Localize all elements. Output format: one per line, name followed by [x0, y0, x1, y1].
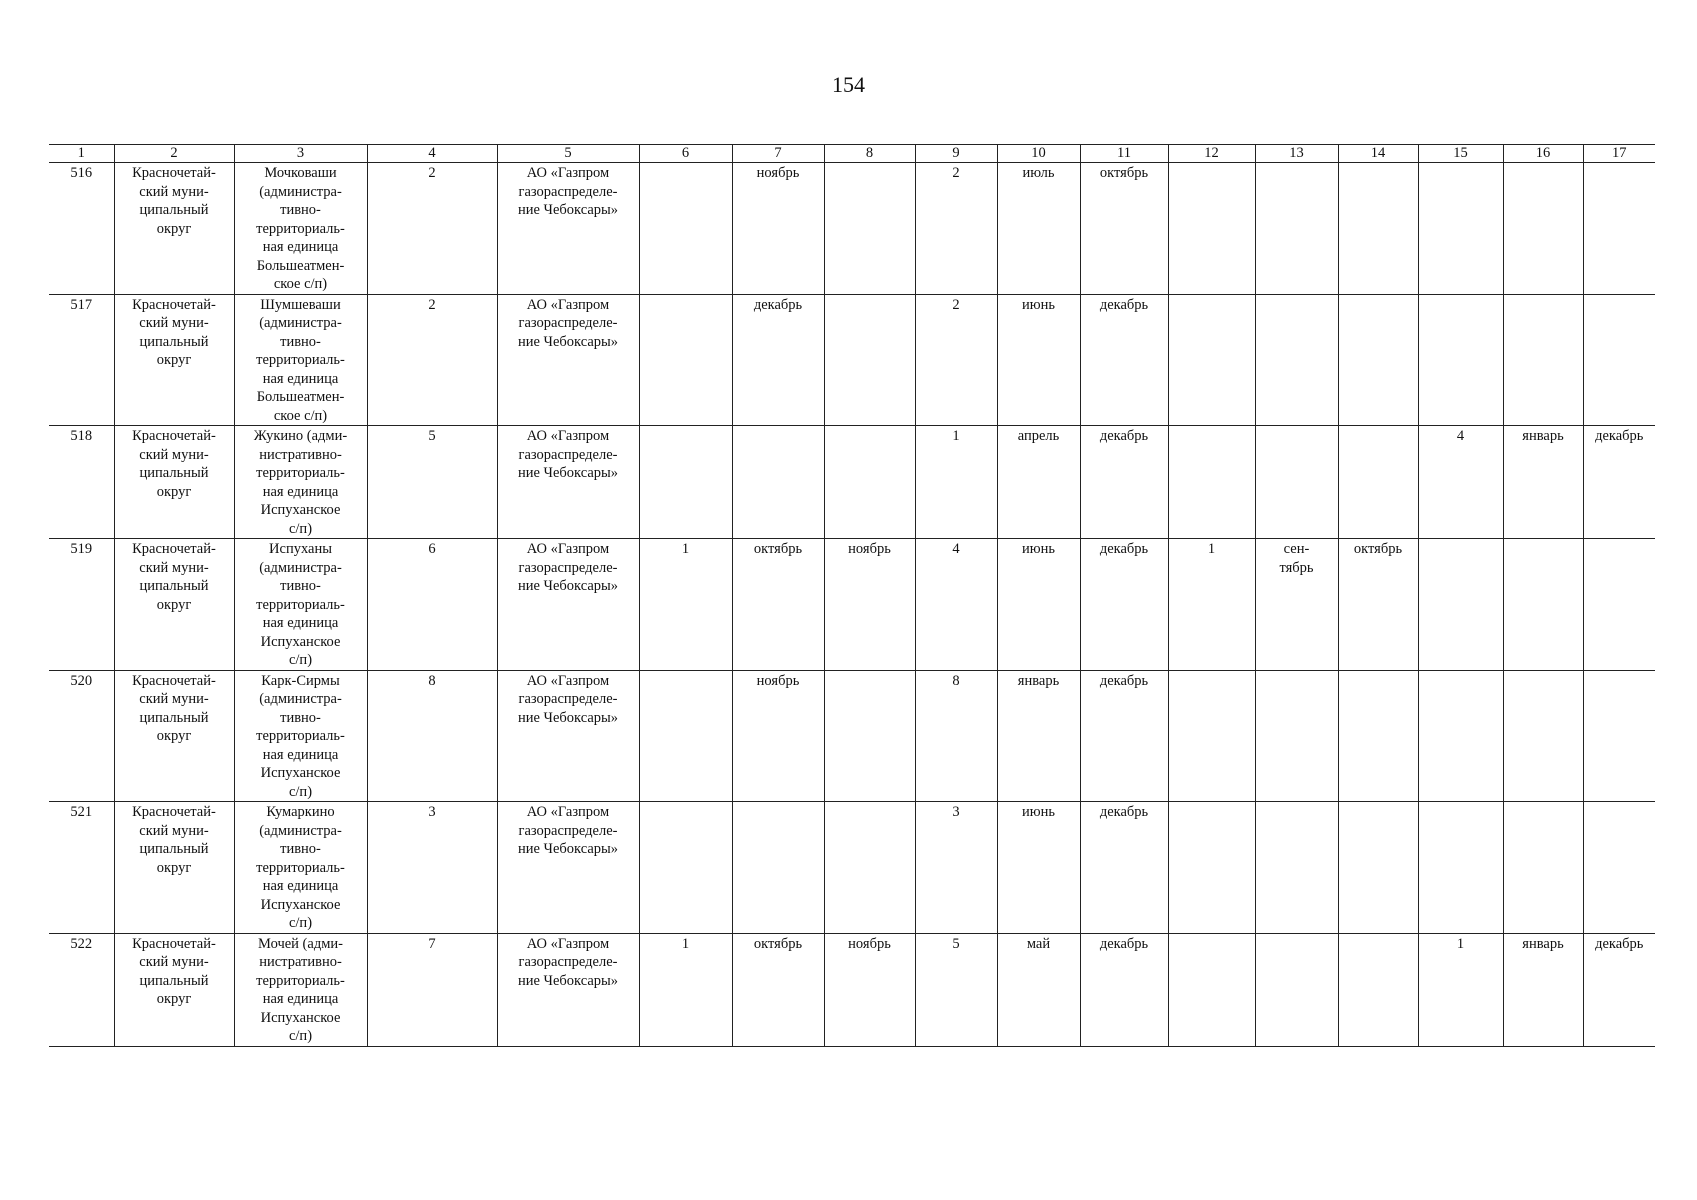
table-cell: [1168, 933, 1255, 1046]
table-cell: [639, 670, 732, 802]
column-header: 7: [732, 145, 824, 163]
table-row: [49, 426, 1655, 539]
table-cell: [824, 426, 915, 539]
table-cell: декабрь: [1080, 539, 1168, 671]
table-cell: Красночетай- ский муни- ципальный округ: [114, 670, 234, 802]
table-cell: [639, 294, 732, 426]
table-cell: декабрь: [1080, 933, 1168, 1046]
table-cell: Испуханы (администра- тивно- территориаль- ная единица Испуханское с/п): [234, 539, 367, 671]
table-cell: 8: [915, 670, 997, 802]
table-cell: 1: [915, 426, 997, 539]
table-cell: [824, 802, 915, 934]
table-cell: [1583, 802, 1655, 934]
column-header: 8: [824, 145, 915, 163]
table-cell: январь: [997, 670, 1080, 802]
table-row: [49, 294, 1655, 426]
table-cell: [1583, 163, 1655, 295]
header-row: [49, 145, 1655, 163]
table-cell: [1338, 802, 1418, 934]
table-cell: 1: [639, 933, 732, 1046]
table-cell: АО «Газпром газораспределе- ние Чебоксары»: [497, 802, 639, 934]
table-cell: [1418, 294, 1503, 426]
table-cell: [824, 294, 915, 426]
table-cell: 519: [49, 539, 114, 671]
table-row: [49, 670, 1655, 802]
table-cell: Красночетай- ский муни- ципальный округ: [114, 163, 234, 295]
table-cell: 2: [367, 163, 497, 295]
table-cell: 5: [367, 426, 497, 539]
column-header: 9: [915, 145, 997, 163]
column-header: 13: [1255, 145, 1338, 163]
table-cell: Кумаркино (администра- тивно- территориаль- ная единица Испуханское с/п): [234, 802, 367, 934]
column-header: 12: [1168, 145, 1255, 163]
column-header: 1: [49, 145, 114, 163]
table-cell: октябрь: [732, 933, 824, 1046]
table-cell: 1: [1168, 539, 1255, 671]
column-header: 5: [497, 145, 639, 163]
table-cell: июнь: [997, 294, 1080, 426]
column-header: 3: [234, 145, 367, 163]
table-cell: [1418, 539, 1503, 671]
table-cell: [1503, 163, 1583, 295]
table-cell: [1168, 670, 1255, 802]
table-cell: 521: [49, 802, 114, 934]
table-cell: [1503, 539, 1583, 671]
table-cell: Шумшеваши (администра- тивно- территориаль- ная единица Большеатмен- ское с/п): [234, 294, 367, 426]
table-cell: апрель: [997, 426, 1080, 539]
table-cell: [1418, 163, 1503, 295]
table-cell: декабрь: [1080, 294, 1168, 426]
table-cell: 8: [367, 670, 497, 802]
table-cell: 7: [367, 933, 497, 1046]
table-cell: [732, 426, 824, 539]
table-cell: [639, 802, 732, 934]
table-cell: ноябрь: [732, 670, 824, 802]
table-cell: [1338, 163, 1418, 295]
table-cell: 1: [639, 539, 732, 671]
table-cell: Красночетай- ский муни- ципальный округ: [114, 294, 234, 426]
table-cell: декабрь: [732, 294, 824, 426]
table-cell: 3: [915, 802, 997, 934]
table-cell: 517: [49, 294, 114, 426]
table-cell: [1503, 670, 1583, 802]
column-header: 2: [114, 145, 234, 163]
table-cell: [1168, 163, 1255, 295]
table-cell: [1583, 294, 1655, 426]
page-number: 154: [832, 72, 865, 97]
table-cell: 2: [915, 163, 997, 295]
table-cell: 516: [49, 163, 114, 295]
table-cell: 6: [367, 539, 497, 671]
table-cell: июнь: [997, 539, 1080, 671]
table-cell: [1255, 670, 1338, 802]
table-cell: АО «Газпром газораспределе- ние Чебоксары»: [497, 426, 639, 539]
table-cell: АО «Газпром газораспределе- ние Чебоксары»: [497, 163, 639, 295]
table-cell: Красночетай- ский муни- ципальный округ: [114, 933, 234, 1046]
table-cell: [732, 802, 824, 934]
table-cell: январь: [1503, 933, 1583, 1046]
table-cell: декабрь: [1583, 933, 1655, 1046]
table-cell: [1255, 294, 1338, 426]
table-cell: Мочей (адми- нистративно- территориаль- ная единица Испуханское с/п): [234, 933, 367, 1046]
table-cell: [1255, 163, 1338, 295]
table-cell: 1: [1418, 933, 1503, 1046]
table-cell: [1503, 802, 1583, 934]
column-header: 15: [1418, 145, 1503, 163]
table-cell: 2: [367, 294, 497, 426]
table-cell: [1255, 933, 1338, 1046]
table-cell: [1168, 802, 1255, 934]
column-header: 17: [1583, 145, 1655, 163]
column-header: 10: [997, 145, 1080, 163]
table-cell: Красночетай- ский муни- ципальный округ: [114, 539, 234, 671]
column-header: 4: [367, 145, 497, 163]
table-cell: октябрь: [1080, 163, 1168, 295]
table-cell: АО «Газпром газораспределе- ние Чебоксары»: [497, 670, 639, 802]
table-cell: [1338, 426, 1418, 539]
table-cell: [1338, 933, 1418, 1046]
table-cell: [1168, 426, 1255, 539]
table-cell: декабрь: [1583, 426, 1655, 539]
table-cell: [824, 670, 915, 802]
table-cell: июль: [997, 163, 1080, 295]
table-cell: Карк-Сирмы (администра- тивно- территориаль- ная единица Испуханское с/п): [234, 670, 367, 802]
table-cell: [824, 163, 915, 295]
column-header: 16: [1503, 145, 1583, 163]
table-cell: 520: [49, 670, 114, 802]
data-table: [49, 144, 1655, 1047]
table-cell: [1583, 539, 1655, 671]
column-header: 6: [639, 145, 732, 163]
table-cell: [1583, 670, 1655, 802]
table-cell: АО «Газпром газораспределе- ние Чебоксары»: [497, 539, 639, 671]
table-cell: Мочковаши (администра- тивно- территориаль- ная единица Большеатмен- ское с/п): [234, 163, 367, 295]
table-cell: [1418, 802, 1503, 934]
table-cell: Жукино (адми- нистративно- территориаль- ная единица Испуханское с/п): [234, 426, 367, 539]
table-cell: 3: [367, 802, 497, 934]
table-row: [49, 539, 1655, 671]
column-header: 14: [1338, 145, 1418, 163]
table-cell: сен- тябрь: [1255, 539, 1338, 671]
table-cell: июнь: [997, 802, 1080, 934]
table-cell: Красночетай- ский муни- ципальный округ: [114, 802, 234, 934]
table-row: [49, 802, 1655, 934]
column-header: 11: [1080, 145, 1168, 163]
table-cell: декабрь: [1080, 802, 1168, 934]
table-cell: [1338, 294, 1418, 426]
table-cell: 5: [915, 933, 997, 1046]
table-cell: [1255, 802, 1338, 934]
table-cell: [639, 426, 732, 539]
table-cell: май: [997, 933, 1080, 1046]
table-cell: ноябрь: [824, 539, 915, 671]
table-cell: 518: [49, 426, 114, 539]
table-cell: [1418, 670, 1503, 802]
table-cell: 522: [49, 933, 114, 1046]
table-row: [49, 163, 1655, 295]
table-body: [49, 163, 1655, 1047]
table-cell: 4: [915, 539, 997, 671]
table-cell: Красночетай- ский муни- ципальный округ: [114, 426, 234, 539]
table-cell: [1338, 670, 1418, 802]
table-cell: [1168, 294, 1255, 426]
table-cell: декабрь: [1080, 426, 1168, 539]
table-cell: декабрь: [1080, 670, 1168, 802]
table-cell: январь: [1503, 426, 1583, 539]
table-cell: 4: [1418, 426, 1503, 539]
table-cell: АО «Газпром газораспределе- ние Чебоксары»: [497, 294, 639, 426]
table-cell: октябрь: [732, 539, 824, 671]
table-row: [49, 933, 1655, 1046]
table-cell: 2: [915, 294, 997, 426]
table-cell: ноябрь: [824, 933, 915, 1046]
table-cell: ноябрь: [732, 163, 824, 295]
table-cell: [1503, 294, 1583, 426]
table-cell: [639, 163, 732, 295]
table-cell: [1255, 426, 1338, 539]
table-cell: октябрь: [1338, 539, 1418, 671]
table-cell: АО «Газпром газораспределе- ние Чебоксары»: [497, 933, 639, 1046]
